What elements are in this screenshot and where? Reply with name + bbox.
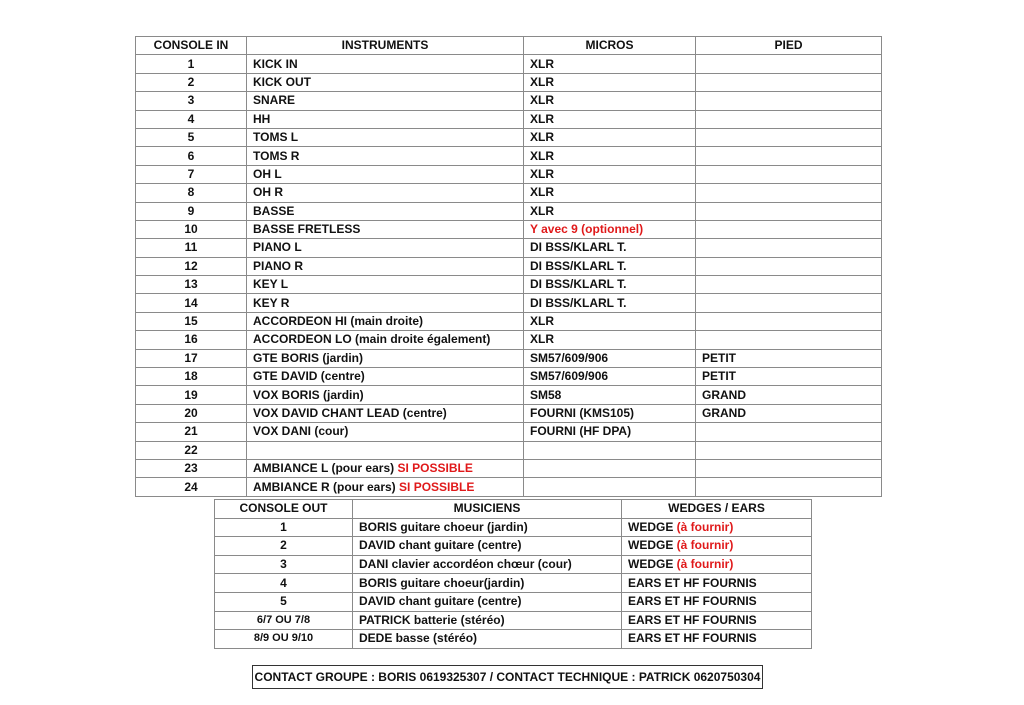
wedge-text: WEDGE <box>628 538 677 553</box>
console-out-row <box>215 574 812 593</box>
channel-number: 7 <box>136 165 247 183</box>
console-out-row <box>215 555 812 574</box>
output-number: 8/9 OU 9/10 <box>215 630 353 649</box>
pied-cell: GRAND <box>696 404 882 422</box>
pied-cell: PETIT <box>696 368 882 386</box>
instrument-cell <box>247 55 524 73</box>
instrument-text: GTE BORIS (jardin) <box>253 350 364 365</box>
console-in-row <box>136 276 882 294</box>
instrument-cell <box>247 165 524 183</box>
header-console-in: CONSOLE IN <box>136 37 247 55</box>
musicien-cell: DAVID chant guitare (centre) <box>353 592 622 611</box>
musicien-cell: DEDE basse (stéréo) <box>353 630 622 649</box>
console-in-row <box>136 202 882 220</box>
micro-cell: FOURNI (HF DPA) <box>524 423 696 441</box>
micro-cell: SM57/609/906 <box>524 368 696 386</box>
instrument-note: SI POSSIBLE <box>397 461 473 476</box>
micro-cell: FOURNI (KMS105) <box>524 404 696 422</box>
wedge-text: EARS ET HF FOURNIS <box>628 631 757 646</box>
console-in-table <box>135 36 882 497</box>
instrument-text: AMBIANCE R (pour ears) <box>253 479 400 494</box>
wedge-text: EARS ET HF FOURNIS <box>628 594 757 609</box>
instrument-cell <box>247 478 524 496</box>
channel-number: 13 <box>136 276 247 294</box>
instrument-text: AMBIANCE L (pour ears) <box>253 461 398 476</box>
micro-cell: Y avec 9 (optionnel) <box>524 220 696 238</box>
instrument-cell <box>247 257 524 275</box>
console-in-row <box>136 73 882 91</box>
channel-number: 9 <box>136 202 247 220</box>
wedge-cell <box>622 518 812 537</box>
console-in-row <box>136 459 882 477</box>
pied-cell <box>696 459 882 477</box>
instrument-cell <box>247 312 524 330</box>
wedge-cell <box>622 574 812 593</box>
micro-cell: XLR <box>524 331 696 349</box>
wedge-cell <box>622 611 812 630</box>
musicien-cell: BORIS guitare choeur(jardin) <box>353 574 622 593</box>
channel-number: 11 <box>136 239 247 257</box>
micro-cell <box>524 441 696 459</box>
console-in-row <box>136 441 882 459</box>
header-wedges-ears: WEDGES / EARS <box>622 500 812 519</box>
micro-cell: DI BSS/KLARL T. <box>524 294 696 312</box>
console-in-row <box>136 386 882 404</box>
channel-number: 16 <box>136 331 247 349</box>
micro-cell: XLR <box>524 312 696 330</box>
channel-number: 20 <box>136 404 247 422</box>
channel-number: 14 <box>136 294 247 312</box>
channel-number: 4 <box>136 110 247 128</box>
pied-cell <box>696 202 882 220</box>
console-in-row <box>136 331 882 349</box>
wedge-text: EARS ET HF FOURNIS <box>628 612 757 627</box>
channel-number: 8 <box>136 184 247 202</box>
console-out-header-row <box>215 500 812 519</box>
wedge-cell <box>622 592 812 611</box>
channel-number: 10 <box>136 220 247 238</box>
channel-number: 2 <box>136 73 247 91</box>
console-in-row <box>136 220 882 238</box>
pied-cell <box>696 294 882 312</box>
instrument-text: SNARE <box>253 93 296 108</box>
micro-cell: SM57/609/906 <box>524 349 696 367</box>
channel-number: 17 <box>136 349 247 367</box>
channel-number: 5 <box>136 128 247 146</box>
wedge-text: WEDGE <box>628 519 677 534</box>
instrument-cell <box>247 239 524 257</box>
instrument-text: VOX DANI (cour) <box>253 424 349 439</box>
instrument-cell <box>247 184 524 202</box>
channel-number: 22 <box>136 441 247 459</box>
wedge-cell <box>622 630 812 649</box>
instrument-cell <box>247 147 524 165</box>
console-in-row <box>136 55 882 73</box>
micro-cell: XLR <box>524 202 696 220</box>
console-out-row <box>215 611 812 630</box>
wedge-text: WEDGE <box>628 557 677 572</box>
pied-cell <box>696 184 882 202</box>
instrument-text: TOMS L <box>253 130 299 145</box>
wedge-cell <box>622 555 812 574</box>
channel-number: 19 <box>136 386 247 404</box>
micro-cell: SM58 <box>524 386 696 404</box>
micro-cell <box>524 478 696 496</box>
pied-cell <box>696 331 882 349</box>
instrument-cell <box>247 459 524 477</box>
pied-cell: PETIT <box>696 349 882 367</box>
console-in-row <box>136 312 882 330</box>
header-console-out: CONSOLE OUT <box>215 500 353 519</box>
instrument-cell <box>247 404 524 422</box>
wedge-note: (à fournir) <box>676 519 734 534</box>
console-in-row <box>136 184 882 202</box>
micro-cell: XLR <box>524 55 696 73</box>
console-in-header-row <box>136 37 882 55</box>
output-number: 1 <box>215 518 353 537</box>
wedge-cell <box>622 537 812 556</box>
instrument-text: OH R <box>253 185 283 200</box>
instrument-cell <box>247 294 524 312</box>
instrument-text: VOX DAVID CHANT LEAD (centre) <box>253 406 447 420</box>
pied-cell <box>696 423 882 441</box>
micro-cell: XLR <box>524 165 696 183</box>
pied-cell <box>696 128 882 146</box>
micro-cell: DI BSS/KLARL T. <box>524 257 696 275</box>
micro-cell: XLR <box>524 92 696 110</box>
output-number: 2 <box>215 537 353 556</box>
console-out-row <box>215 592 812 611</box>
micro-cell: XLR <box>524 110 696 128</box>
console-in-row <box>136 110 882 128</box>
instrument-text: OH L <box>253 166 282 181</box>
output-number: 5 <box>215 592 353 611</box>
channel-number: 21 <box>136 423 247 441</box>
output-number: 4 <box>215 574 353 593</box>
pied-cell <box>696 220 882 238</box>
instrument-text: BASSE <box>253 203 295 218</box>
output-number: 6/7 OU 7/8 <box>215 611 353 630</box>
instrument-text: VOX BORIS (jardin) <box>253 387 364 402</box>
musicien-cell: BORIS guitare choeur (jardin) <box>353 518 622 537</box>
pied-cell <box>696 312 882 330</box>
instrument-cell <box>247 110 524 128</box>
channel-number: 24 <box>136 478 247 496</box>
pied-cell <box>696 239 882 257</box>
console-in-row <box>136 404 882 422</box>
micro-cell: DI BSS/KLARL T. <box>524 276 696 294</box>
channel-number: 12 <box>136 257 247 275</box>
pied-cell <box>696 257 882 275</box>
instrument-text: TOMS R <box>253 148 300 163</box>
musicien-cell: DANI clavier accordéon chœur (cour) <box>353 555 622 574</box>
header-instruments: INSTRUMENTS <box>247 37 524 55</box>
pied-cell <box>696 276 882 294</box>
micro-cell <box>524 459 696 477</box>
pied-cell: GRAND <box>696 386 882 404</box>
wedge-note: (à fournir) <box>676 538 734 553</box>
pied-cell <box>696 73 882 91</box>
instrument-text: ACCORDEON HI (main droite) <box>253 314 424 329</box>
instrument-cell <box>247 73 524 91</box>
instrument-text: KICK OUT <box>253 74 311 89</box>
instrument-text: KEY R <box>253 295 290 310</box>
instrument-cell <box>247 276 524 294</box>
channel-number: 15 <box>136 312 247 330</box>
header-musiciens: MUSICIENS <box>353 500 622 519</box>
instrument-text: PIANO L <box>253 240 302 255</box>
wedge-text: EARS ET HF FOURNIS <box>628 575 757 590</box>
channel-number: 18 <box>136 368 247 386</box>
console-out-row <box>215 630 812 649</box>
channel-number: 1 <box>136 55 247 73</box>
musicien-cell: PATRICK batterie (stéréo) <box>353 611 622 630</box>
instrument-text: GTE DAVID (centre) <box>253 369 365 384</box>
output-number: 3 <box>215 555 353 574</box>
instrument-cell <box>247 423 524 441</box>
console-in-row <box>136 165 882 183</box>
console-in-row <box>136 128 882 146</box>
console-in-row <box>136 92 882 110</box>
console-in-row <box>136 478 882 496</box>
wedge-note: (à fournir) <box>676 557 734 572</box>
console-in-row <box>136 257 882 275</box>
console-in-row <box>136 349 882 367</box>
instrument-text: ACCORDEON LO (main droite également) <box>253 332 491 347</box>
instrument-cell <box>247 386 524 404</box>
channel-number: 3 <box>136 92 247 110</box>
pied-cell <box>696 110 882 128</box>
header-pied: PIED <box>696 37 882 55</box>
instrument-text: PIANO R <box>253 258 304 273</box>
console-in-row <box>136 294 882 312</box>
console-in-row <box>136 368 882 386</box>
console-out-row <box>215 518 812 537</box>
console-in-row <box>136 239 882 257</box>
channel-number: 23 <box>136 459 247 477</box>
instrument-cell <box>247 349 524 367</box>
instrument-text: KEY L <box>253 277 289 292</box>
micro-cell: XLR <box>524 184 696 202</box>
header-micros: MICROS <box>524 37 696 55</box>
pied-cell <box>696 165 882 183</box>
console-in-row <box>136 423 882 441</box>
channel-number: 6 <box>136 147 247 165</box>
instrument-cell <box>247 202 524 220</box>
instrument-cell <box>247 220 524 238</box>
pied-cell <box>696 441 882 459</box>
console-in-row <box>136 147 882 165</box>
pied-cell <box>696 55 882 73</box>
micro-cell: XLR <box>524 73 696 91</box>
pied-cell <box>696 147 882 165</box>
instrument-cell <box>247 331 524 349</box>
micro-cell: DI BSS/KLARL T. <box>524 239 696 257</box>
contact-box: CONTACT GROUPE : BORIS 0619325307 / CONTACT TECHNIQUE : PATRICK 0620750304 <box>252 665 763 689</box>
instrument-cell <box>247 368 524 386</box>
micro-cell: XLR <box>524 128 696 146</box>
instrument-cell <box>247 441 524 459</box>
instrument-text: HH <box>253 111 271 126</box>
instrument-cell <box>247 128 524 146</box>
instrument-text: BASSE FRETLESS <box>253 222 361 237</box>
micro-cell: XLR <box>524 147 696 165</box>
instrument-note: SI POSSIBLE <box>399 479 475 494</box>
console-out-row <box>215 537 812 556</box>
console-out-table <box>214 499 812 649</box>
pied-cell <box>696 92 882 110</box>
instrument-cell <box>247 92 524 110</box>
instrument-text: KICK IN <box>253 56 298 71</box>
musicien-cell: DAVID chant guitare (centre) <box>353 537 622 556</box>
pied-cell <box>696 478 882 496</box>
